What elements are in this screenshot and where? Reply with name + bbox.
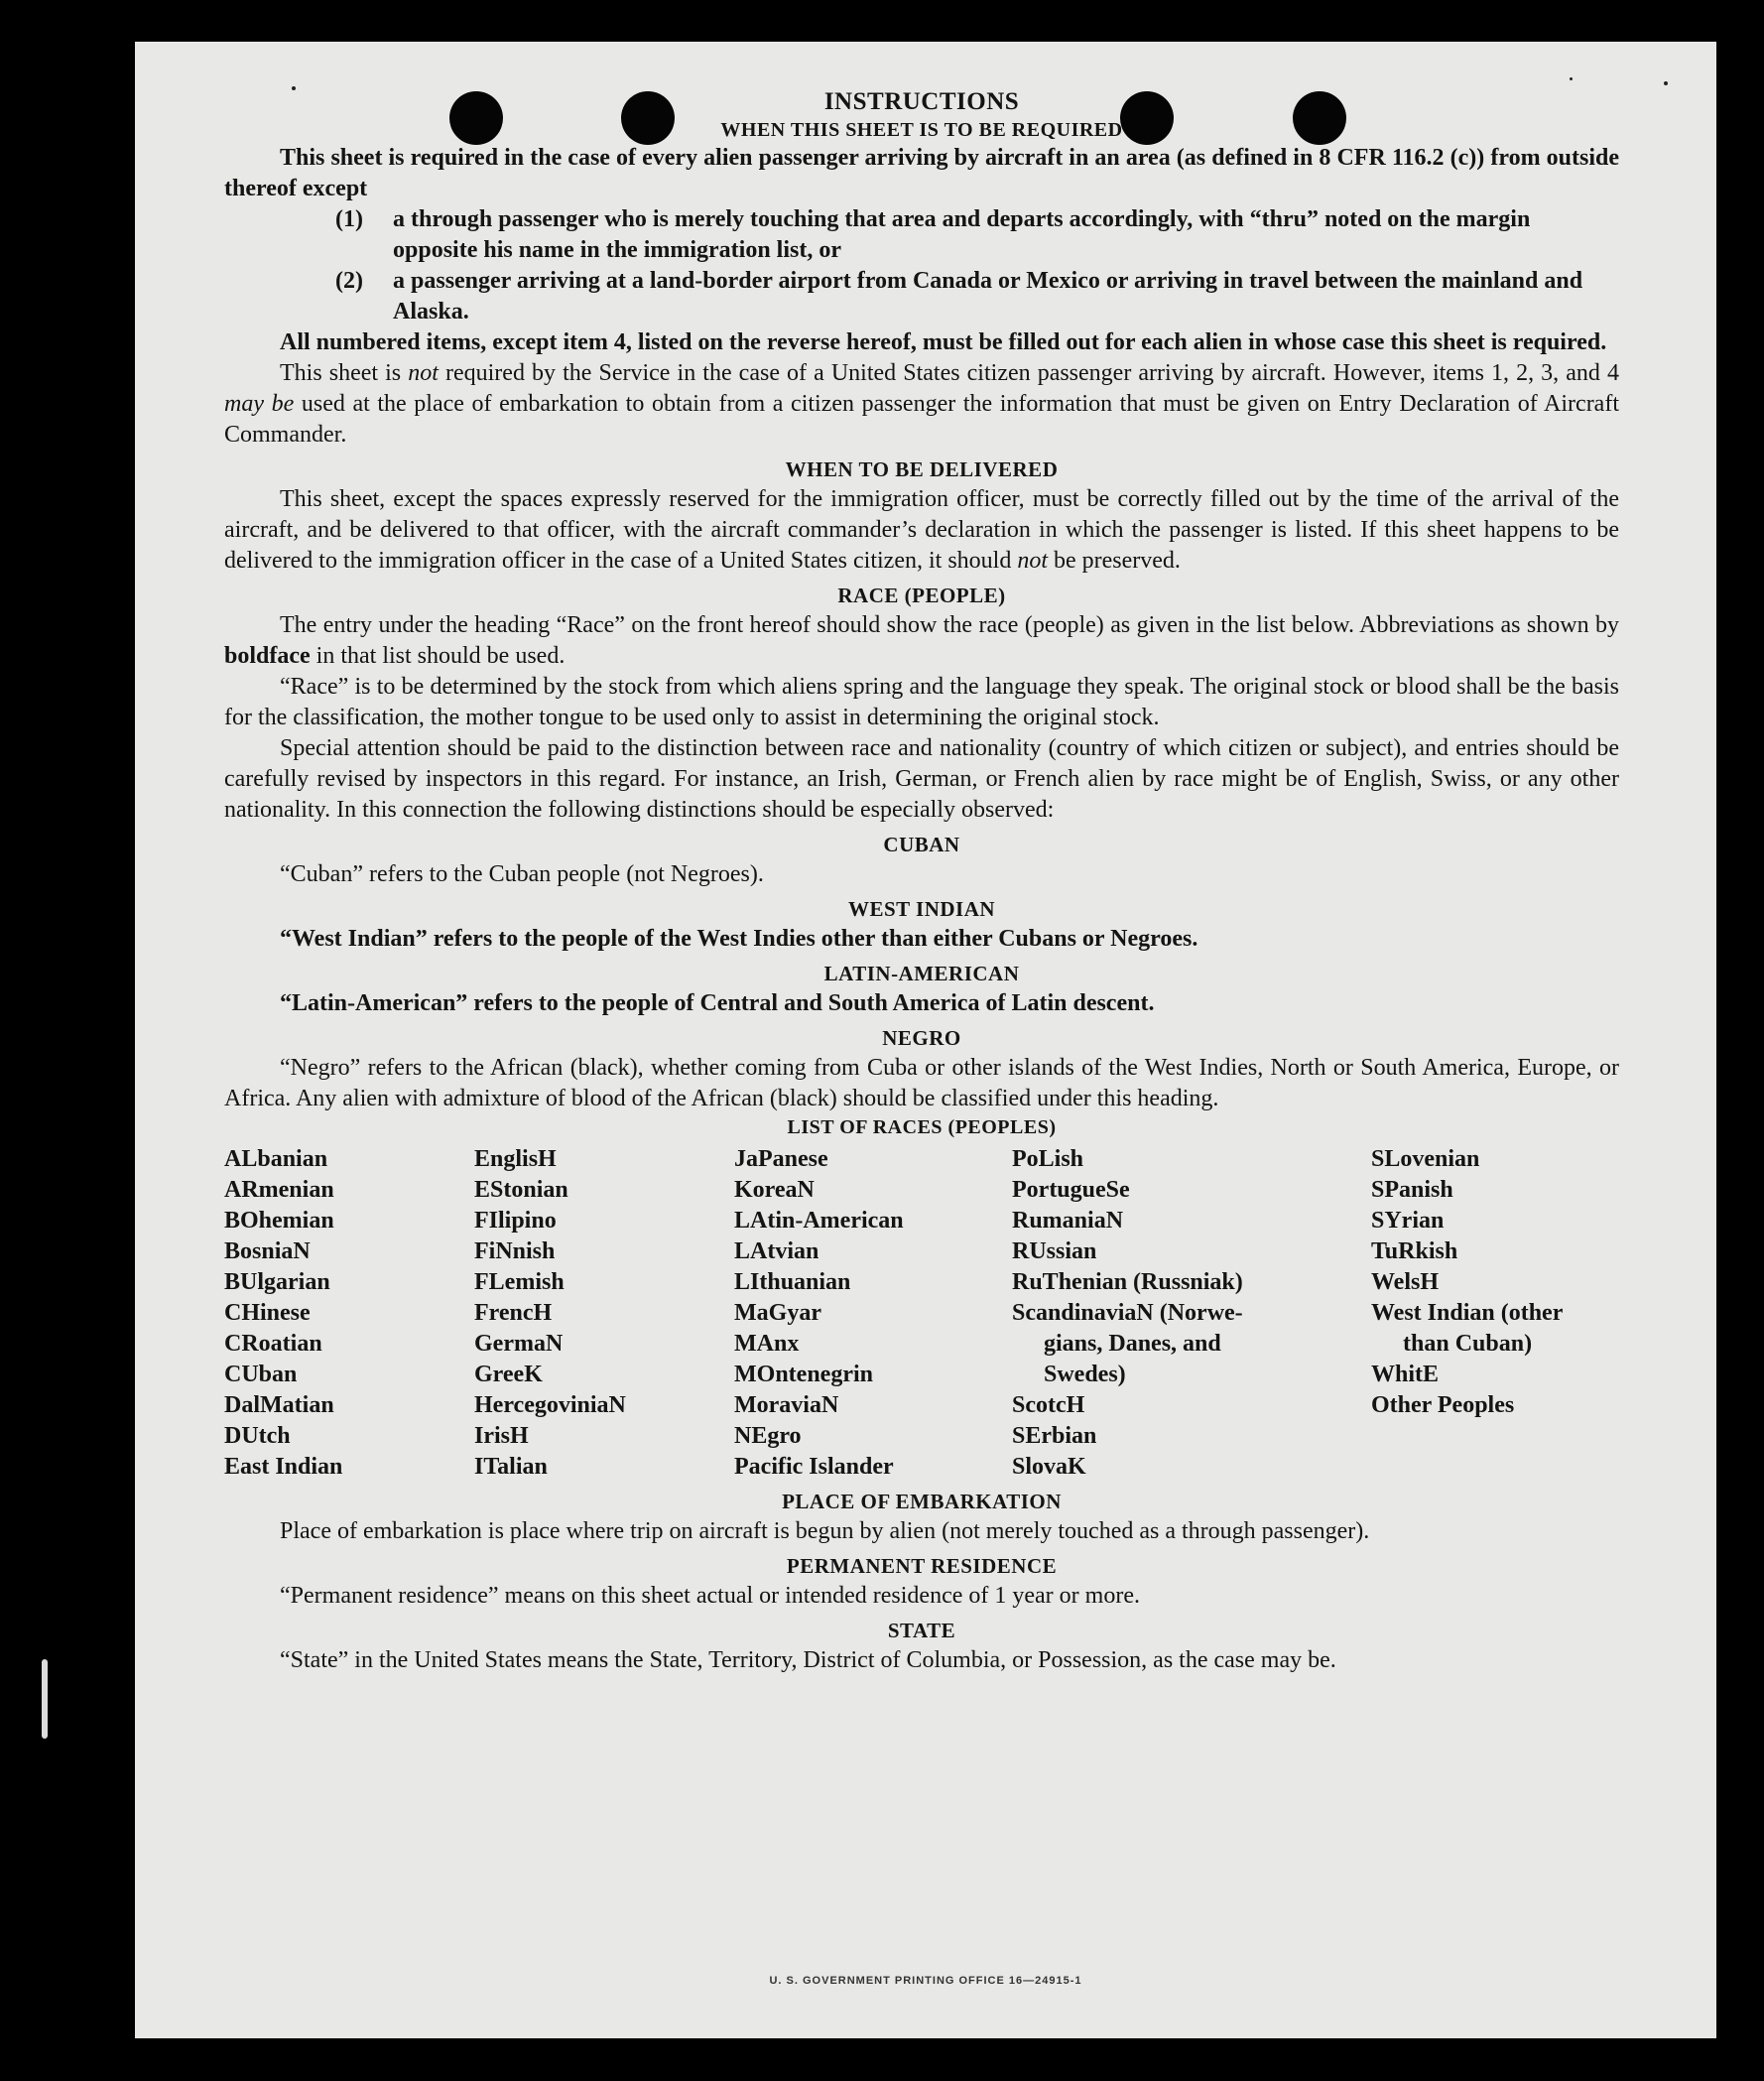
paragraph: [224, 610, 1619, 672]
speck: [1570, 77, 1573, 80]
race-list: [224, 1144, 1619, 1483]
race-item: WhitE: [1371, 1362, 1440, 1387]
numbered-item: [224, 266, 1619, 327]
race-item: GermaN: [474, 1331, 564, 1357]
race-item: MOntenegrin: [734, 1362, 873, 1387]
race-item: EnglisH: [474, 1146, 557, 1172]
race-item: BUlgarian: [224, 1269, 330, 1295]
race-item: SPanish: [1371, 1177, 1453, 1203]
paragraph: [224, 484, 1619, 577]
paragraph: [224, 327, 1619, 358]
page-title: INSTRUCTIONS: [823, 88, 1020, 115]
printer-imprint: U. S. GOVERNMENT PRINTING OFFICE 16—24915-1: [769, 1975, 1082, 1987]
race-item: SLovenian: [1371, 1146, 1480, 1172]
race-item: EStonian: [474, 1177, 568, 1203]
race-item: SYrian: [1371, 1208, 1445, 1234]
race-item: HercegoviniaN: [474, 1392, 626, 1418]
race-item: RumaniaN: [1012, 1208, 1124, 1234]
race-item: than Cuban): [1403, 1331, 1533, 1357]
race-item: NEgro: [734, 1423, 802, 1449]
item-number: (1): [335, 206, 363, 232]
race-item: JaPanese: [734, 1146, 828, 1172]
section-heading: PERMANENT RESIDENCE: [786, 1554, 1058, 1578]
race-item: FIlipino: [474, 1208, 557, 1234]
race-item: LIthuanian: [734, 1269, 851, 1295]
race-item: MaGyar: [734, 1300, 821, 1326]
race-item: PoLish: [1012, 1146, 1084, 1172]
paragraph: “Latin-American” refers to the people of Central and South America of Latin descent.: [280, 990, 1155, 1016]
item-text: a through passenger who is merely touching that area and departs accordingly, with “thru” noted on the margin opposite his name in the immigration list, or: [393, 206, 1531, 263]
race-item: Other Peoples: [1371, 1392, 1515, 1418]
emphasis: may be: [224, 391, 295, 417]
paragraph: “Permanent residence” means on this sheet actual or intended residence of 1 year or more.: [280, 1583, 1140, 1609]
paragraph-text: be preserved.: [1048, 548, 1181, 574]
race-item: PortugueSe: [1012, 1177, 1130, 1203]
race-item: RuThenian (Russniak): [1012, 1269, 1243, 1295]
emphasis: boldface: [224, 643, 311, 669]
race-item: LAtin-American: [734, 1208, 904, 1234]
race-item: CRoatian: [224, 1331, 322, 1357]
race-item: gians, Danes, and: [1044, 1331, 1221, 1357]
section-heading: WEST INDIAN: [847, 897, 996, 921]
numbered-item: [224, 204, 1619, 266]
race-item: FLemish: [474, 1269, 565, 1295]
race-item: SErbian: [1012, 1423, 1097, 1449]
paragraph-text: used at the place of embarkation to obtain from a citizen passenger the information that must be given on Entry Declaration of Aircraft Commander.: [224, 391, 1619, 448]
instructions-content: [224, 83, 1619, 1676]
race-item: TuRkish: [1371, 1238, 1458, 1264]
section-heading: NEGRO: [882, 1026, 961, 1050]
race-item: SlovaK: [1012, 1454, 1086, 1480]
race-item: DalMatian: [224, 1392, 334, 1418]
race-column: [1371, 1144, 1619, 1483]
item-text: a passenger arriving at a land-border airport from Canada or Mexico or arriving in travel between the mainland and Alaska.: [393, 268, 1583, 325]
paragraph: “Negro” refers to the African (black), whether coming from Cuba or other islands of the West Indies, North or South America, Europe, or Africa. Any alien with admixture of blood of the African (black) should be classified under this heading.: [224, 1055, 1619, 1111]
section-heading: PLACE OF EMBARKATION: [782, 1490, 1062, 1513]
paragraph-text: This sheet is: [280, 360, 409, 386]
race-column: [224, 1144, 474, 1483]
paragraph-text: This sheet, except the spaces expressly reserved for the immigration officer, must be correctly filled out by the time of the arrival of the aircraft, and be delivered to that officer, with the aircraft commander’s declaration in which the passenger is listed. If this sheet happens to be delivered to the immigration officer in the case of a United States citizen, it should: [224, 486, 1619, 574]
race-item: MoraviaN: [734, 1392, 839, 1418]
race-item: Pacific Islander: [734, 1454, 894, 1480]
race-item: ScotcH: [1012, 1392, 1085, 1418]
paragraph: Special attention should be paid to the distinction between race and nationality (country of which citizen or subject), and entries should be carefully revised by inspectors in this regard. For instance, an Irish, German, or French alien by race might be of English, Swiss, or any other nationality. In this connection the following distinctions should be especially observed:: [224, 735, 1619, 823]
race-item: BOhemian: [224, 1208, 334, 1234]
race-item: KoreaN: [734, 1177, 815, 1203]
paragraph: Place of embarkation is place where trip on aircraft is begun by alien (not merely touched as a through passenger).: [280, 1518, 1370, 1544]
race-item: ITalian: [474, 1454, 548, 1480]
race-item: ALbanian: [224, 1146, 328, 1172]
paragraph: “Cuban” refers to the Cuban people (not Negroes).: [280, 861, 764, 887]
race-item: LAtvian: [734, 1238, 819, 1264]
paragraph-text: The entry under the heading “Race” on the front hereof should show the race (people) as given in the list below. Abbreviations as shown by: [280, 612, 1619, 638]
race-item: IrisH: [474, 1423, 529, 1449]
race-item: BosniaN: [224, 1238, 311, 1264]
section-heading: WHEN TO BE DELIVERED: [785, 457, 1059, 481]
section-heading: WHEN THIS SHEET IS TO BE REQUIRED: [720, 119, 1123, 141]
race-item: CUban: [224, 1362, 298, 1387]
race-column: [1012, 1144, 1371, 1483]
race-item: WelsH: [1371, 1269, 1440, 1295]
race-item: FrencH: [474, 1300, 553, 1326]
section-heading: CUBAN: [883, 833, 960, 856]
race-item: Swedes): [1044, 1362, 1126, 1387]
race-item: GreeK: [474, 1362, 543, 1387]
paragraph-text: in that list should be used.: [310, 643, 566, 669]
emphasis: not: [1017, 548, 1048, 574]
paragraph-text: All numbered items, except item 4, listed on the reverse hereof, must be filled out for each alien in whose case this sheet is required.: [280, 329, 1607, 355]
race-item: ScandinaviaN (Norwe-: [1012, 1300, 1243, 1326]
paragraph: “West Indian” refers to the people of the West Indies other than either Cubans or Negroes.: [280, 926, 1198, 952]
race-item: East Indian: [224, 1454, 343, 1480]
section-heading: STATE: [887, 1619, 956, 1642]
item-number: (2): [335, 268, 363, 294]
paragraph: [224, 358, 1619, 451]
paragraph: “State” in the United States means the State, Territory, District of Columbia, or Possession, as the case may be.: [280, 1647, 1336, 1673]
race-column: [734, 1144, 1012, 1483]
emphasis: not: [408, 360, 439, 386]
paragraph: This sheet is required in the case of every alien passenger arriving by aircraft in an area (as defined in 8 CFR 116.2 (c)) from outside thereof except: [224, 145, 1619, 201]
race-item: RUssian: [1012, 1238, 1097, 1264]
speck: [1664, 81, 1668, 85]
race-column: [474, 1144, 734, 1483]
race-item: CHinese: [224, 1300, 311, 1326]
race-item: ARmenian: [224, 1177, 334, 1203]
paragraph: “Race” is to be determined by the stock from which aliens spring and the language they speak. The original stock or blood shall be the basis for the classification, the mother tongue to be used only to assist in determining the original stock.: [224, 674, 1619, 730]
paragraph-text: required by the Service in the case of a United States citizen passenger arriving by aircraft. However, items 1, 2, 3, and 4: [438, 360, 1619, 386]
section-heading: LATIN-AMERICAN: [823, 962, 1020, 985]
race-item: FiNnish: [474, 1238, 556, 1264]
race-item: MAnx: [734, 1331, 800, 1357]
race-item: DUtch: [224, 1423, 291, 1449]
document-page: [135, 42, 1716, 2038]
section-heading: RACE (PEOPLE): [837, 584, 1006, 607]
section-heading: LIST OF RACES (PEOPLES): [787, 1116, 1057, 1138]
race-item: West Indian (other: [1371, 1300, 1564, 1326]
edge-mark: [42, 1659, 48, 1739]
